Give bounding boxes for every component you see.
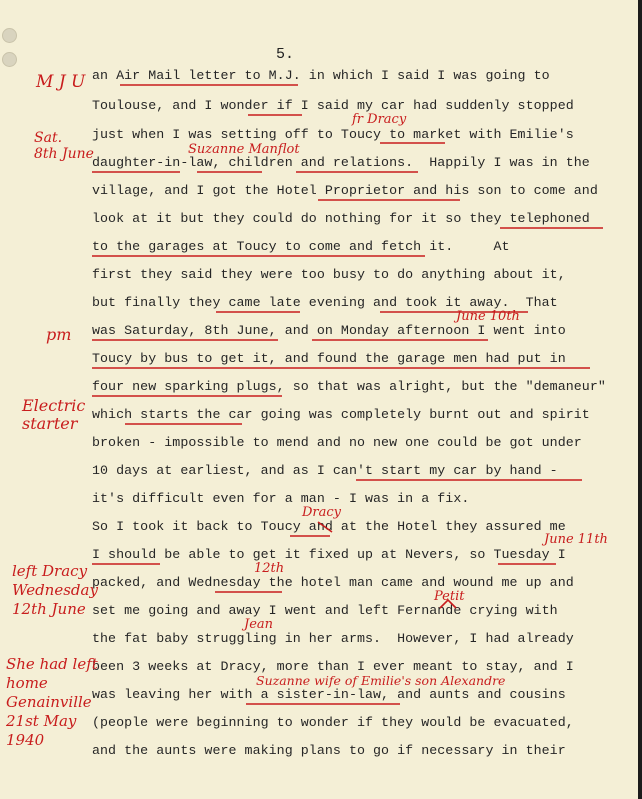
text-line: village, and I got the Hotel Proprietor and his son to come and — [92, 183, 598, 198]
margin-note-left-dracy: left Dracy Wednesday 12th June — [12, 562, 98, 618]
margin-note-sat: Sat. 8th June — [34, 130, 94, 162]
text-line: set me going and away I went and left Fernande crying with — [92, 603, 558, 618]
insert-june-10: June 10th — [456, 309, 520, 324]
insert-fr-dracy: fr Dracy — [352, 112, 407, 127]
text-line: look at it but they could do nothing for it so they telephoned — [92, 211, 590, 226]
text-line: daughter-in-law, children and relations. Happily I was in the — [92, 155, 590, 170]
insert-june-11: June 11th — [544, 532, 608, 547]
text-line: packed, and Wednesday the hotel man came and wound me up and — [92, 575, 574, 590]
margin-note-electric-starter: Electric starter — [22, 396, 86, 433]
text-line: Toucy by bus to get it, and found the garage men had put in — [92, 351, 566, 366]
text-line: but finally they came late evening and took it away. That — [92, 295, 558, 310]
text-line: it's difficult even for a man - I was in a fix. — [92, 491, 470, 506]
insert-petit: Petit — [434, 589, 465, 604]
text-line: Toulouse, and I wonder if I said my car had suddenly stopped — [92, 98, 574, 113]
punch-hole — [2, 52, 17, 67]
text-line: was leaving her with a sister-in-law, and aunts and cousins — [92, 687, 566, 702]
text-line: and the aunts were making plans to go if necessary in their — [92, 743, 566, 758]
text-line: 10 days at earliest, and as I can't start my car by hand - — [92, 463, 558, 478]
text-line: an Air Mail letter to M.J. in which I said I was going to — [92, 68, 550, 83]
insert-jean: Jean — [244, 617, 274, 632]
text-line: just when I was setting off to Toucy to market with Emilie's — [92, 127, 574, 142]
text-line: first they said they were too busy to do anything about it, — [92, 267, 566, 282]
insert-dracy: Dracy — [302, 505, 342, 520]
punch-hole — [2, 28, 17, 43]
text-line: So I took it back to Toucy and at the Hotel they assured me — [92, 519, 566, 534]
text-line: to the garages at Toucy to come and fetch it. At — [92, 239, 510, 254]
margin-note-pm: pm — [46, 325, 72, 344]
text-line: been 3 weeks at Dracy, more than I ever meant to stay, and I — [92, 659, 574, 674]
text-line: I should be able to get it fixed up at Nevers, so Tuesday I — [92, 547, 566, 562]
insert-suzanne-wife: Suzanne wife of Emilie's son Alexandre — [256, 673, 506, 688]
text-line: the fat baby struggling in her arms. However, I had already — [92, 631, 574, 646]
text-line: was Saturday, 8th June, and on Monday afternoon I went into — [92, 323, 566, 338]
text-line: broken - impossible to mend and no new one could be got under — [92, 435, 582, 450]
text-line: which starts the car going was completely burnt out and spirit — [92, 407, 590, 422]
margin-note-she-had-left: She had left home Genainville 21st May 1940 — [6, 655, 98, 749]
text-line: four new sparking plugs, so that was alright, but the "demaneur" — [92, 379, 606, 394]
text-line: (people were beginning to wonder if they would be evacuated, — [92, 715, 574, 730]
page-number: 5. — [276, 46, 295, 63]
insert-12th: 12th — [254, 561, 285, 576]
insert-suzanne-manflot: Suzanne Manflot — [188, 142, 300, 157]
margin-note-mj: M J U — [36, 72, 86, 92]
